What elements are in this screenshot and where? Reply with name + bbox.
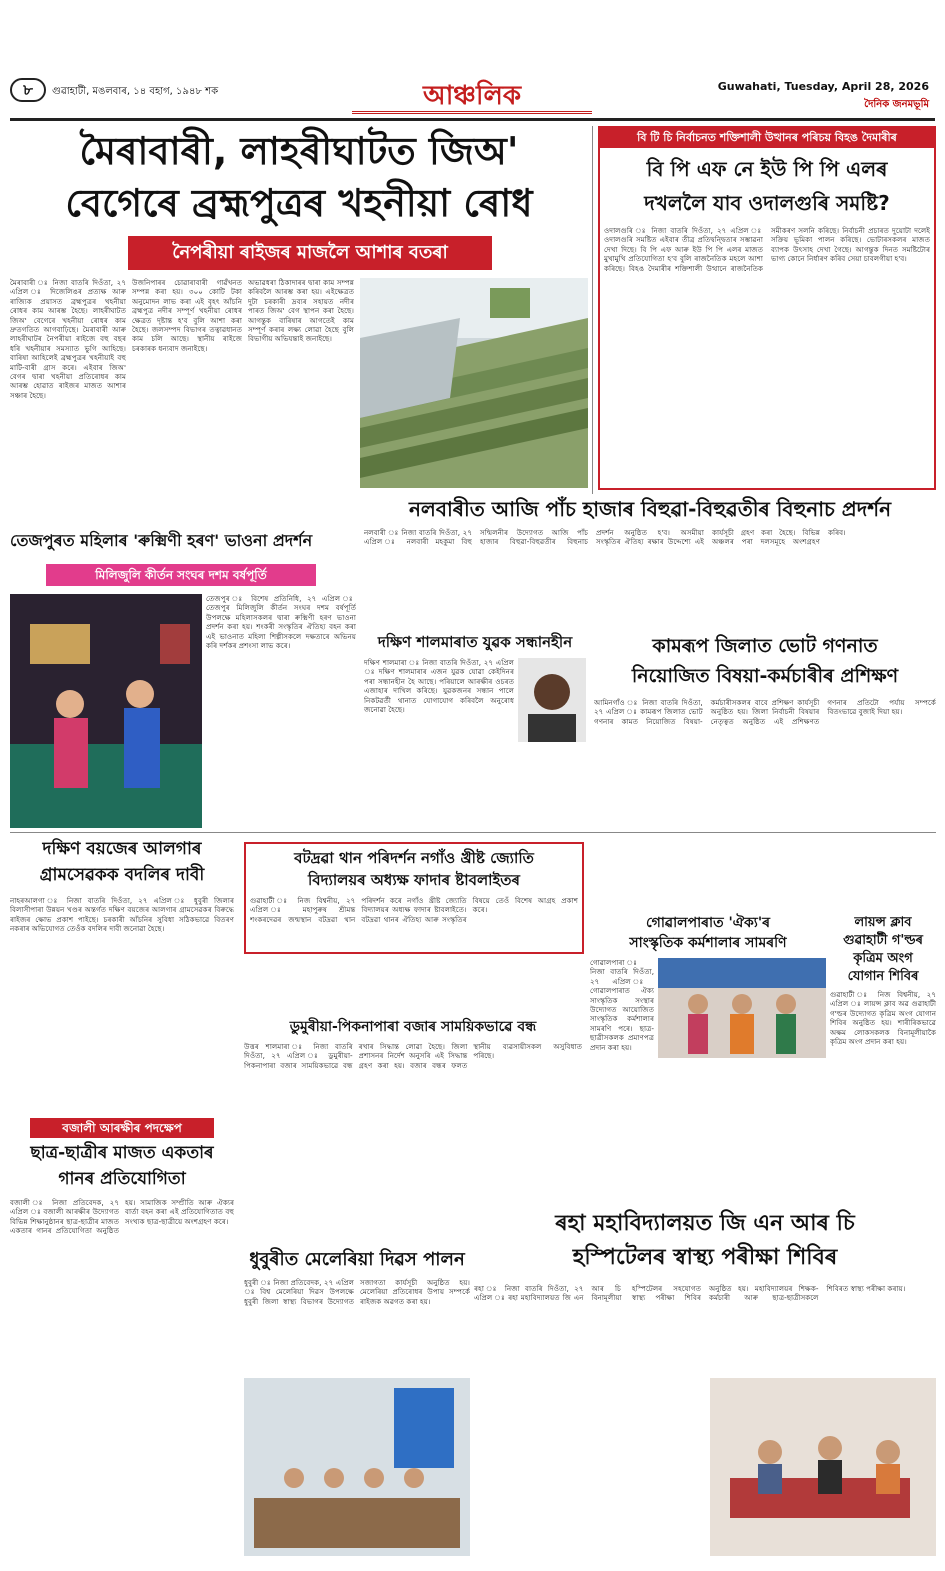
- page-number: ৮: [10, 78, 46, 102]
- header-rule: [10, 118, 935, 121]
- malaria-event-photo: [244, 1378, 470, 1556]
- section-divider: [10, 832, 936, 833]
- bhaona-photo: [10, 594, 202, 828]
- btc-kicker: বি টি চি নিৰ্বাচনত শক্তিশালী উত্থানৰ পৰিচয় বিহঙ দৈমাৰীৰ: [600, 128, 934, 148]
- btc-headline-line2: দখললৈ যাব ওদালগুৰি সমষ্টি?: [644, 191, 890, 215]
- lions-headline-line3: কৃত্ৰিম অংগ: [853, 951, 913, 966]
- main-headline-line1: মৈৰাবাৰী, লাহৰীঘাটত জিঅ': [79, 129, 519, 173]
- missing-person-photo: [518, 658, 586, 742]
- paper-name: দৈনিক জনমভূমি: [864, 99, 929, 110]
- west-headline-line2: গ্ৰামসেৱকক বদলিৰ দাবী: [39, 865, 205, 885]
- tezpur-headline: তেজপুৰত মহিলাৰ 'ৰুক্মিণী হৰণ' ভাওনা প্ৰদৰ্শন: [10, 531, 313, 550]
- bihu-body: নলবাৰী ঃ নিজা বাতৰি দিওঁতা, ২৭ এপ্ৰিল ঃ নলবাৰী মহকুমা বিহু সন্মিলনীৰ উদ্যোগত আজি পাঁচ হাজাৰ বিহুৱা-বিহুৱতীৰ বিহুনাচ প্ৰদৰ্শন অনুষ্ঠিত হ'ব। অসমীয়া সংস্কৃতিৰ ঐতিহ্য ৰক্ষাৰ উদ্দেশ্যে এই কাৰ্যসূচী গ্ৰহণ কৰা হৈছে। বিভিন্ন অঞ্চলৰ পৰা দলসমূহে অংশগ্ৰহণ কৰিব।: [364, 528, 846, 547]
- kamrup-body: আমিনগাঁও ঃ নিজা বাতৰি দিওঁতা, ২৭ এপ্ৰিল ঃ কামৰূপ জিলাত ভোট গণনাৰ কামত নিয়োজিত বিষয়া-কৰ্মচাৰীসকলৰ বাবে প্ৰশিক্ষণ কাৰ্যসূচী অনুষ্ঠিত হয়। জিলা নিৰ্বাচনী বিষয়াৰ নেতৃত্বত অনুষ্ঠিত এই প্ৰশিক্ষণত গণনাৰ প্ৰতিটো পৰ্যায় সম্পৰ্কে বিতংভাৱে বুজাই দিয়া হয়।: [594, 698, 936, 726]
- main-body-col2: উজনিপাৰৰ চোৱাৰাবাৰী গাৱঁখনত সম্পন্ন কৰা হয়। ৩০০ কোটি টকা অনুমোদন লাভ কৰা এই বৃহৎ আঁচনি ব্ৰহ্মপুত্ৰ নদীৰ সম্পূৰ্ণ খহনীয়া ৰোধৰ ক্ষেত্ৰত দৃষ্টান্ত হ'ব বুলি আশা কৰা হৈছে। জলসম্পদ বিভাগৰ তত্বাৱধানত কাম চলি আছে। স্থানীয় ৰাইজে চৰকাৰক ধন্যবাদ জনাইছে।: [132, 278, 242, 353]
- west-body: নাহৰআলগা ঃ নিজা বাতৰি দিওঁতা, ২৭ এপ্ৰিল ঃ ধুবুৰী জিলাৰ বিলাসীপাৰা উন্নয়ন খণ্ডৰ অন্তৰ্গত দক্ষিণ বয়জেৰ আলগাৰ গ্ৰামসেৱকৰ বিৰুদ্ধে ৰাইজৰ ক্ষোভ প্ৰকাশ পাইছে। চৰকাৰী আঁচনিৰ সুবিধা সঠিকভাৱে বিতৰণ নকৰাৰ অভিযোগত তেওঁক বদলিৰ দাবী জনোৱা হৈছে।: [10, 896, 234, 934]
- kamrup-headline-line1: কামৰূপ জিলাত ভোট গণনাত: [652, 635, 878, 657]
- section-logo: আঞ্চলিক: [352, 80, 592, 114]
- lions-headline-line4: যোগান শিবিৰ: [847, 969, 919, 984]
- btc-body: ওদালগুৰি ঃ নিজা বাতৰি দিওঁতা, ২৭ এপ্ৰিল ঃ ওদালগুৰি সমষ্টিত এইবাৰ তীব্ৰ প্ৰতিদ্বন্দ্বিতাৰ সম্ভাৱনা দেখা দিছে। বি পি এফ আৰু ইউ পি পি এলৰ মাজত মুখামুখি প্ৰতিযোগিতা হ'ব বুলি ৰাজনৈতিক মহলে আশা কৰিছে। বিহঙ দৈমাৰীৰ শক্তিশালী উত্থানে ৰাজনৈতিক সমীকৰণ সলনি কৰিছে। নিৰ্বাচনী প্ৰচাৰত দুয়োটা দলেই সক্ৰিয় ভূমিকা পালন কৰিছে। ভোটাৰসকলৰ মাজত ব্যাপক উৎসাহ দেখা গৈছে। আগন্তুক দিনত সমষ্টিটোৰ ভাগ্য কোনে নিৰ্ধাৰণ কৰিব সেয়া চাবলগীয়া হ'ব।: [604, 226, 930, 273]
- lions-body: গুৱাহাটী ঃ নিজ বিশ্বনীয়, ২৭ এপ্ৰিল ঃ লায়ন্স ক্লাব অৱ গুৱাহাটী গ'ল্ডৰ উদ্যোগত কৃত্ৰিম অংগ যোগান শিবিৰ অনুষ্ঠিত হয়। শাৰীৰিকভাৱে অক্ষম লোকসকলক বিনামূলীয়াকৈ কৃত্ৰিম অংগ প্ৰদান কৰা হয়।: [830, 990, 936, 1047]
- main-headline-line2: বেগেৰে ব্ৰহ্মপুত্ৰৰ খহনীয়া ৰোধ: [65, 181, 533, 225]
- lions-headline-line2: গুৱাহাটী গ'ল্ডৰ: [843, 933, 923, 948]
- goalpara-headline-line1: গোৱালপাৰাত 'ঐক্য'ৰ: [645, 915, 771, 931]
- market-body: উত্তৰ শালমাৰা ঃ নিজা বাতৰি দিওঁতা, ২৭ এপ্ৰিল ঃ ডুমুৰীয়া-পিকনাপাৰা বজাৰ সাময়িকভাৱে বন্ধ ৰখাৰ সিদ্ধান্ত লোৱা হৈছে। জিলা প্ৰশাসনৰ নিৰ্দেশ অনুসৰি এই সিদ্ধান্ত গ্ৰহণ কৰা হয়। বজাৰ বন্ধৰ ফলত স্থানীয় ব্যৱসায়ীসকল অসুবিধাত পৰিছে।: [244, 1042, 582, 1070]
- header-date-english: Guwahati, Tuesday, April 28, 2026: [717, 80, 929, 93]
- school-headline-line1: বটদ্ৰৱা থান পৰিদৰ্শন নগাঁও খ্ৰীষ্ট জ্যোতি: [294, 849, 534, 867]
- riverbank-photo: [360, 278, 588, 488]
- health-headline-line1: ৰহা মহাবিদ্যালয়ত জি এন আৰ চি: [555, 1211, 855, 1236]
- column-divider: [592, 126, 593, 494]
- tezpur-body: তেজপুৰ ঃ বিশেষ প্ৰতিনিধি, ২৭ এপ্ৰিল ঃ তেজপুৰ মিলিজুলি কীৰ্তন সংঘৰ দশম বৰ্ষপূৰ্তি উপলক্ষে মহিলাসকলৰ দ্বাৰা ৰুক্মিণী হৰণ ভাওনা প্ৰদৰ্শন কৰা হয়। শংকৰী সংস্কৃতিৰ ঐতিহ্য বহন কৰা এই ভাওনাত মহিলা শিল্পীসকলে দক্ষতাৰে অভিনয় কৰি দৰ্শকৰ প্ৰশংসা লাভ কৰে।: [206, 594, 356, 651]
- missing-headline: দক্ষিণ শালমাৰাত যুৱক সন্ধানহীন: [377, 633, 573, 651]
- main-body-col3: অভাৱধৰা ঠিকাদাৰৰ দ্বাৰা কাম সম্পন্ন কৰিবলৈ আৰম্ভ কৰা হয়। এইক্ষেত্ৰত দুটা চৰকাৰী দ্ৰব্যৰ সহায়ত নদীৰ পাৰত জিঅ' বেগ স্থাপন কৰা হৈছে। আগন্তুক বাৰিষাৰ আগতেই কাম সম্পূৰ্ণ কৰাৰ লক্ষ্য লোৱা হৈছে বুলি বিভাগীয় অভিযন্তাই জনাইছে।: [248, 278, 354, 344]
- malaria-headline: ধুবুৰীত মেলেৰিয়া দিৱস পালন: [249, 1249, 465, 1270]
- malaria-body: ধুবুৰী ঃ নিজা প্ৰতিবেদক, ২৭ এপ্ৰিল ঃ বিশ্ব মেলেৰিয়া দিৱস উপলক্ষে ধুবুৰী জিলা স্বাস্থ্য বিভাগৰ উদ্যোগত সজাগতা কাৰ্যসূচী অনুষ্ঠিত হয়। মেলেৰিয়া প্ৰতিৰোধৰ উপায় সম্পৰ্কে ৰাইজক অৱগত কৰা হয়।: [244, 1278, 470, 1306]
- goalpara-photo: [658, 958, 826, 1058]
- goalpara-headline-line2: সাংস্কৃতিক কৰ্মশালাৰ সামৰণি: [629, 935, 787, 951]
- west-headline-line1: দক্ষিণ বয়জেৰ আলগাৰ: [42, 839, 202, 859]
- market-headline: ডুমুৰীয়া-পিকনাপাৰা বজাৰ সাময়িকভাৱে বন্ধ: [289, 1019, 537, 1035]
- header-date-assamese: গুৱাহাটী, মঙলবাৰ, ১৪ বহাগ, ১৯৪৮ শক: [52, 86, 219, 97]
- health-headline-line2: হস্পিটেলৰ স্বাস্থ্য পৰীক্ষা শিবিৰ: [572, 1245, 838, 1270]
- main-body-col1: মৈৰাবাৰী ঃ নিজা বাতৰি দিওঁতা, ২৭ এপ্ৰিল ঃ দিজেলিঙৰ প্ৰত্যক্ষ আৰু ৰাজ্যিক প্ৰয়াসত ব্ৰহ্মপুত্ৰৰ খহনীয়া ৰোধৰ কাম আৰম্ভ হৈছে। লাহৰীঘাটত জিঅ' বেগেৰে খহনীয়া ৰোধৰ কাম দ্ৰুতগতিত আগবাঢ়িছে। মৈৰাবাৰী আৰু লাহৰীঘাটৰ নৈপৰীয়া ৰাইজে বহু বছৰ ধৰি খহনীয়াৰ সমস্যাত ভুগি আহিছে। বাৰিষা আহিলেই ব্ৰহ্মপুত্ৰৰ খহনীয়াই বহু মাটি-বাৰী গ্ৰাস কৰে। এইবাৰ জিঅ' বেগৰ দ্বাৰা খহনীয়া প্ৰতিৰোধৰ কাম আৰম্ভ হোৱাত ৰাইজৰ মাজত আশাৰ সঞ্চাৰ হৈছে।: [10, 278, 126, 400]
- btc-headline-line1: বি পি এফ নে ইউ পি পি এলৰ: [646, 157, 888, 181]
- bajali-kicker: বজালী আৰক্ষীৰ পদক্ষেপ: [30, 1118, 214, 1138]
- missing-body: দক্ষিণ শালমাৰা ঃ নিজা বাতৰি দিওঁতা, ২৭ এপ্ৰিল ঃ দক্ষিণ শালমাৰাৰ এজন যুৱক যোৱা কেইদিনৰ পৰা সন্ধানহীন হৈ আছে। পৰিয়ালে আৰক্ষীৰ ওচৰত এজাহাৰ দাখিল কৰিছে। যুৱকজনৰ সন্ধান পালে নিকটৱৰ্তী থানাত যোগাযোগ কৰিবলৈ অনুৰোধ জনোৱা হৈছে।: [364, 658, 514, 715]
- health-body: ৰহা ঃ নিজা বাতৰি দিওঁতা, ২৭ এপ্ৰিল ঃ ৰহা মহাবিদ্যালয়ত জি এন আৰ চি হস্পিটেলৰ সহযোগত বিনামূলীয়া স্বাস্থ্য পৰীক্ষা শিবিৰ অনুষ্ঠিত হয়। মহাবিদ্যালয়ৰ শিক্ষক-কৰ্মচাৰী আৰু ছাত্ৰ-ছাত্ৰীসকলে শিবিৰত স্বাস্থ্য পৰীক্ষা কৰায়।: [474, 1284, 906, 1303]
- bajali-body: বজালী ঃ নিজা প্ৰতিবেদক, ২৭ এপ্ৰিল ঃ বজালী আৰক্ষীৰ উদ্যোগত বিভিন্ন শিক্ষানুষ্ঠানৰ ছাত্ৰ-ছাত্ৰীৰ মাজত একতাৰ গানৰ প্ৰতিযোগিতা অনুষ্ঠিত হয়। সামাজিক সম্প্ৰীতি আৰু ঐক্যৰ বাৰ্তা বহন কৰা এই প্ৰতিযোগিতাত বহু সংখ্যক ছাত্ৰ-ছাত্ৰীয়ে অংশগ্ৰহণ কৰে।: [10, 1198, 234, 1236]
- bajali-headline-line2: গানৰ প্ৰতিযোগিতা: [58, 1169, 186, 1189]
- school-headline-line2: বিদ্যালয়ৰ অধ্যক্ষ ফাদাৰ ষ্টাবলাইতৰ: [308, 871, 520, 889]
- bajali-headline-line1: ছাত্ৰ-ছাত্ৰীৰ মাজত একতাৰ: [30, 1143, 214, 1163]
- main-subhead: নৈপৰীয়া ৰাইজৰ মাজলৈ আশাৰ বতৰা: [128, 236, 492, 270]
- tezpur-subhead: মিলিজুলি কীৰ্তন সংঘৰ দশম বৰ্ষপূৰ্তি: [46, 564, 316, 586]
- health-camp-photo: [710, 1378, 936, 1556]
- kamrup-headline-line2: নিয়োজিত বিষয়া-কৰ্মচাৰীৰ প্ৰশিক্ষণ: [631, 665, 899, 687]
- goalpara-body: গোৱালপাৰা ঃ নিজা বাতৰি দিওঁতা, ২৭ এপ্ৰিল ঃ গোৱালপাৰাত ঐক্য সাংস্কৃতিক সংস্থাৰ উদ্যোগত আয়োজিত সাংস্কৃতিক কৰ্মশালাৰ সামৰণি পৰে। ছাত্ৰ-ছাত্ৰীসকলক প্ৰমাণপত্ৰ প্ৰদান কৰা হয়।: [590, 958, 654, 1052]
- lions-headline-line1: লায়ন্স ক্লাব: [854, 915, 912, 930]
- school-body: গুৱাহাটী ঃ নিজ বিশ্বনীয়, ২৭ এপ্ৰিল ঃ মহাপুৰুষ শ্ৰীমন্ত শংকৰদেৱৰ জন্মস্থান বটদ্ৰৱা থান পৰিদৰ্শন কৰে নগাঁও খ্ৰীষ্ট জ্যোতি বিদ্যালয়ৰ অধ্যক্ষ ফাদাৰ ষ্টাবলাইতে। বটদ্ৰৱা থানৰ ঐতিহ্য আৰু সংস্কৃতিৰ বিষয়ে তেওঁ বিশেষ আগ্ৰহ প্ৰকাশ কৰে।: [250, 896, 578, 924]
- bihu-headline: নলবাৰীত আজি পাঁচ হাজাৰ বিহুৱা-বিহুৱতীৰ বিহুনাচ প্ৰদৰ্শন: [408, 497, 892, 521]
